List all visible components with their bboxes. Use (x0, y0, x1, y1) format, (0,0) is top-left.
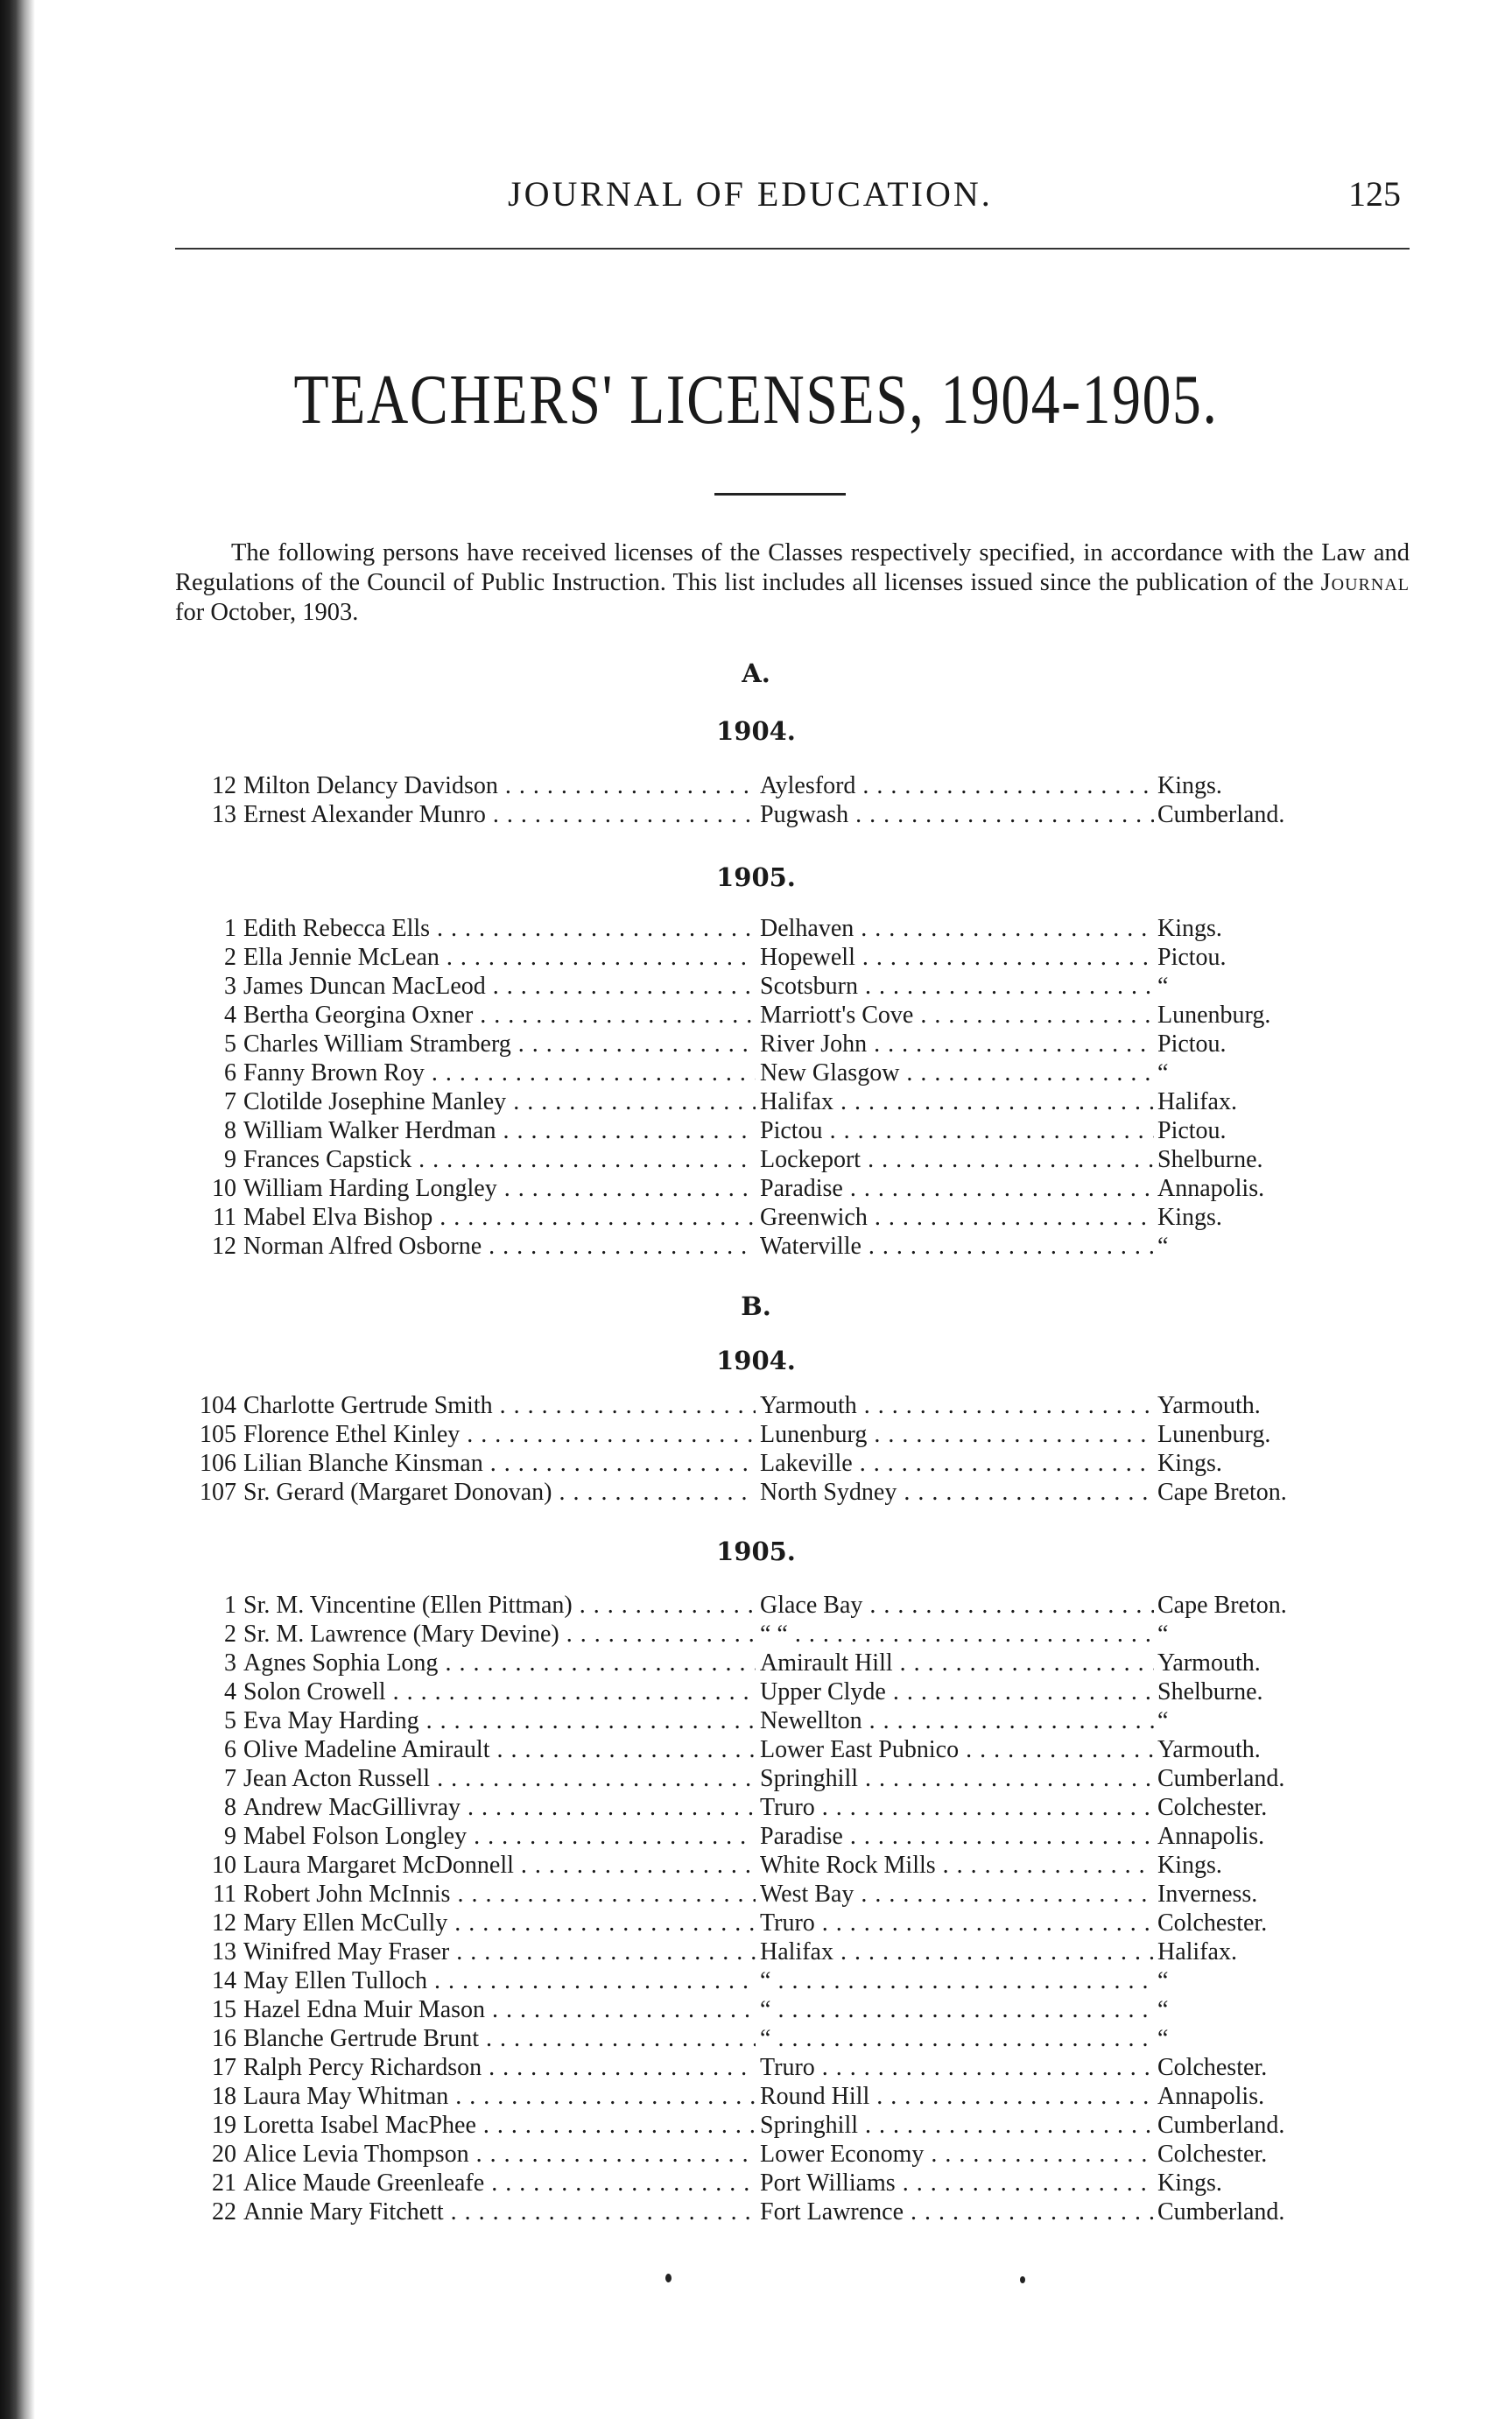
licensee-place: Scotsburn . . . (760, 972, 1154, 1001)
licensee-name: Clotilde Josephine Manley . . . (243, 1087, 756, 1116)
licensee-county: “ (1156, 1058, 1411, 1087)
license-entry (175, 1478, 1445, 1507)
license-entry (175, 2024, 1445, 2053)
licensee-name: Mary Ellen McCully . . . (243, 1909, 756, 1937)
licensee-county: Colchester. (1156, 2053, 1411, 2082)
intro-journal-word: Journal (1320, 569, 1410, 596)
license-entry (175, 1591, 1445, 1620)
running-header (175, 173, 1410, 226)
entry-number: 8 (224, 1794, 236, 1821)
licensee-county: Lunenburg. (1156, 1420, 1411, 1449)
licensee-place: Lower Economy . . . (760, 2140, 1154, 2169)
licensee-place: Hopewell . . . (760, 943, 1154, 972)
intro-text-1: The following persons have received licenses of the Classes respectively specified, in accordance with the Law and Regulations of the Council of Public Instruction. This list includes all licenses issued since the publication of the (175, 539, 1410, 596)
licensee-place: Pugwash . . . (760, 800, 1154, 829)
licensee-name: Sr. M. Lawrence (Mary Devine) . . . (243, 1620, 756, 1649)
entry-number: 13 (212, 801, 236, 828)
licensee-name: Sr. Gerard (Margaret Donovan) . . . (243, 1478, 756, 1507)
licensee-place: Yarmouth . . . (760, 1391, 1154, 1420)
license-entry (175, 1620, 1445, 1649)
license-entry (175, 1764, 1445, 1793)
licensee-place: “ “ . . . (760, 1620, 1154, 1649)
license-entry (175, 2197, 1445, 2226)
license-entry (175, 1966, 1445, 1995)
entry-number: 18 (212, 2083, 236, 2110)
licensee-county: “ (1156, 2024, 1411, 2053)
license-entry (175, 1449, 1445, 1478)
licensee-name: Robert John McInnis . . . (243, 1880, 756, 1909)
licensee-county: Pictou. (1156, 943, 1411, 972)
entry-number: 6 (224, 1059, 236, 1086)
entry-number: 8 (224, 1117, 236, 1144)
licensee-name: Charlotte Gertrude Smith . . . (243, 1391, 756, 1420)
entry-number: 15 (212, 1996, 236, 2023)
licensee-name: Florence Ethel Kinley . . . (243, 1420, 756, 1449)
licensee-county: Lunenburg. (1156, 1001, 1411, 1030)
licensee-name: Andrew MacGillivray . . . (243, 1793, 756, 1822)
license-entry (175, 1232, 1445, 1261)
license-entry (175, 972, 1445, 1001)
class-b-1904-heading: 1904. (716, 1346, 796, 1375)
license-entry (175, 2082, 1445, 2111)
licensee-name: Norman Alfred Osborne . . . (243, 1232, 756, 1261)
journal-title: JOURNAL OF EDUCATION. (508, 174, 993, 214)
entry-number: 10 (212, 1852, 236, 1879)
license-entry (175, 1174, 1445, 1203)
license-entry (175, 2053, 1445, 2082)
licensee-county: Kings. (1156, 2169, 1411, 2197)
licensee-name: Annie Mary Fitchett . . . (243, 2197, 756, 2226)
entry-number: 7 (224, 1088, 236, 1115)
licensee-place: West Bay . . . (760, 1880, 1154, 1909)
licensee-county: Pictou. (1156, 1030, 1411, 1058)
license-entry (175, 1001, 1445, 1030)
page-binding-edge (0, 0, 35, 2419)
licensee-place: Springhill . . . (760, 2111, 1154, 2140)
licensee-county: Annapolis. (1156, 1822, 1411, 1851)
licensee-name: William Walker Herdman . . . (243, 1116, 756, 1145)
title-rule (714, 493, 846, 496)
licensee-place: Springhill . . . (760, 1764, 1154, 1793)
licensee-name: Charles William Stramberg . . . (243, 1030, 756, 1058)
license-entry (175, 771, 1445, 800)
licensee-county: Colchester. (1156, 1909, 1411, 1937)
licensee-county: Cape Breton. (1156, 1591, 1411, 1620)
licensee-name: Alice Maude Greenleafe . . . (243, 2169, 756, 2197)
licensee-name: Solon Crowell . . . (243, 1677, 756, 1706)
entry-number: 2 (224, 1621, 236, 1648)
license-entry (175, 1909, 1445, 1937)
licensee-county: Colchester. (1156, 2140, 1411, 2169)
licensee-place: Upper Clyde . . . (760, 1677, 1154, 1706)
licensee-name: Mabel Folson Longley . . . (243, 1822, 756, 1851)
licensee-county: Inverness. (1156, 1880, 1411, 1909)
licensee-place: “ . . . (760, 1995, 1154, 2024)
licensee-place: Fort Lawrence . . . (760, 2197, 1154, 2226)
entry-number: 21 (212, 2169, 236, 2197)
entry-number: 20 (212, 2141, 236, 2168)
license-entry (175, 1391, 1445, 1420)
licensee-place: Truro . . . (760, 1793, 1154, 1822)
class-b-1905-heading: 1905. (716, 1536, 796, 1566)
licensee-name: Jean Acton Russell . . . (243, 1764, 756, 1793)
license-entry (175, 1822, 1445, 1851)
licensee-place: Waterville . . . (760, 1232, 1154, 1261)
entry-number: 7 (224, 1765, 236, 1792)
class-a-heading: A. (742, 658, 770, 688)
licensee-place: Round Hill . . . (760, 2082, 1154, 2111)
entry-number: 11 (213, 1204, 236, 1231)
licensee-place: Lockeport . . . (760, 1145, 1154, 1174)
licensee-county: “ (1156, 1706, 1411, 1735)
license-entry (175, 1995, 1445, 2024)
licensee-county: Colchester. (1156, 1793, 1411, 1822)
license-entry (175, 1420, 1445, 1449)
entry-number: 22 (212, 2198, 236, 2226)
licensee-name: Bertha Georgina Oxner . . . (243, 1001, 756, 1030)
licensee-name: Winifred May Fraser . . . (243, 1937, 756, 1966)
entry-number: 12 (212, 1909, 236, 1937)
entry-number: 10 (212, 1175, 236, 1202)
entry-number: 11 (213, 1881, 236, 1908)
page-title: TEACHERS' LICENSES, 1904-1905. (293, 362, 1219, 439)
ink-speck (665, 2274, 672, 2282)
licensee-place: New Glasgow . . . (760, 1058, 1154, 1087)
licensee-name: Frances Capstick . . . (243, 1145, 756, 1174)
licensee-place: Lunenburg . . . (760, 1420, 1154, 1449)
class-a-1904-list (175, 771, 1445, 829)
entry-number: 17 (212, 2054, 236, 2081)
licensee-place: North Sydney . . . (760, 1478, 1154, 1507)
class-a-1905-list (175, 914, 1445, 1261)
license-entry (175, 1851, 1445, 1880)
licensee-county: Annapolis. (1156, 1174, 1411, 1203)
licensee-name: Alice Levia Thompson . . . (243, 2140, 756, 2169)
entry-number: 5 (224, 1707, 236, 1734)
license-entry (175, 1145, 1445, 1174)
licensee-place: Truro . . . (760, 2053, 1154, 2082)
license-entry (175, 2140, 1445, 2169)
licensee-name: Lilian Blanche Kinsman . . . (243, 1449, 756, 1478)
licensee-county: Yarmouth. (1156, 1391, 1411, 1420)
licensee-county: Yarmouth. (1156, 1649, 1411, 1677)
licensee-place: Glace Bay . . . (760, 1591, 1154, 1620)
licensee-name: Mabel Elva Bishop . . . (243, 1203, 756, 1232)
licensee-county: Cape Breton. (1156, 1478, 1411, 1507)
entry-number: 4 (224, 1002, 236, 1029)
licensee-name: Milton Delancy Davidson . . . (243, 771, 756, 800)
licensee-county: “ (1156, 1232, 1411, 1261)
licensee-name: Eva May Harding . . . (243, 1706, 756, 1735)
licensee-county: Kings. (1156, 914, 1411, 943)
licensee-place: Greenwich . . . (760, 1203, 1154, 1232)
licensee-name: May Ellen Tulloch . . . (243, 1966, 756, 1995)
licensee-place: Truro . . . (760, 1909, 1154, 1937)
licensee-name: Edith Rebecca Ells . . . (243, 914, 756, 943)
entry-number: 106 (200, 1450, 236, 1477)
licensee-county: Pictou. (1156, 1116, 1411, 1145)
entry-number: 2 (224, 944, 236, 971)
entry-number: 13 (212, 1938, 236, 1965)
license-entry (175, 943, 1445, 972)
class-a-1904-heading: 1904. (716, 716, 796, 746)
licensee-name: William Harding Longley . . . (243, 1174, 756, 1203)
licensee-name: Agnes Sophia Long . . . (243, 1649, 756, 1677)
licensee-name: Fanny Brown Roy . . . (243, 1058, 756, 1087)
licensee-county: Kings. (1156, 1449, 1411, 1478)
licensee-county: Shelburne. (1156, 1677, 1411, 1706)
licensee-county: “ (1156, 1995, 1411, 2024)
licensee-county: Halifax. (1156, 1087, 1411, 1116)
license-entry (175, 1087, 1445, 1116)
entry-number: 6 (224, 1736, 236, 1763)
licensee-county: Cumberland. (1156, 1764, 1411, 1793)
licensee-county: Shelburne. (1156, 1145, 1411, 1174)
entry-number: 3 (224, 1649, 236, 1677)
license-entry (175, 1706, 1445, 1735)
licensee-name: Laura Margaret McDonnell . . . (243, 1851, 756, 1880)
licensee-name: Ralph Percy Richardson . . . (243, 2053, 756, 2082)
licensee-name: Laura May Whitman . . . (243, 2082, 756, 2111)
entry-number: 9 (224, 1823, 236, 1850)
licensee-place: Lakeville . . . (760, 1449, 1154, 1478)
licensee-name: Blanche Gertrude Brunt . . . (243, 2024, 756, 2053)
licensee-place: Lower East Pubnico . . . (760, 1735, 1154, 1764)
license-entry (175, 800, 1445, 829)
licensee-county: “ (1156, 1620, 1411, 1649)
licensee-name: Loretta Isabel MacPhee . . . (243, 2111, 756, 2140)
license-entry (175, 1735, 1445, 1764)
license-entry (175, 2169, 1445, 2197)
class-b-heading: B. (741, 1291, 771, 1321)
licensee-county: Cumberland. (1156, 2197, 1411, 2226)
licensee-place: Newellton . . . (760, 1706, 1154, 1735)
license-entry (175, 2111, 1445, 2140)
entry-number: 1 (224, 915, 236, 942)
entry-number: 107 (200, 1479, 236, 1506)
licensee-place: White Rock Mills . . . (760, 1851, 1154, 1880)
entry-number: 1 (224, 1592, 236, 1619)
licensee-county: Kings. (1156, 1851, 1411, 1880)
licensee-place: Halifax . . . (760, 1937, 1154, 1966)
licensee-place: Aylesford . . . (760, 771, 1154, 800)
licensee-county: Cumberland. (1156, 800, 1411, 829)
license-entry (175, 1937, 1445, 1966)
header-rule (175, 248, 1410, 250)
entry-number: 19 (212, 2112, 236, 2139)
license-entry (175, 1793, 1445, 1822)
license-entry (175, 1058, 1445, 1087)
license-entry (175, 1030, 1445, 1058)
licensee-name: James Duncan MacLeod . . . (243, 972, 756, 1001)
licensee-county: Annapolis. (1156, 2082, 1411, 2111)
entry-number: 3 (224, 973, 236, 1000)
licensee-place: Paradise . . . (760, 1174, 1154, 1203)
license-entry (175, 1880, 1445, 1909)
license-entry (175, 1203, 1445, 1232)
licensee-place: Port Williams . . . (760, 2169, 1154, 2197)
page-number: 125 (1348, 174, 1401, 214)
licensee-name: Sr. M. Vincentine (Ellen Pittman) . . . (243, 1591, 756, 1620)
license-entry (175, 914, 1445, 943)
license-entry (175, 1649, 1445, 1677)
licensee-place: Halifax . . . (760, 1087, 1154, 1116)
entry-number: 12 (212, 772, 236, 799)
licensee-county: “ (1156, 1966, 1411, 1995)
license-entry (175, 1677, 1445, 1706)
entry-number: 4 (224, 1678, 236, 1705)
entry-number: 14 (212, 1967, 236, 1994)
licensee-place: River John . . . (760, 1030, 1154, 1058)
licensee-place: Marriott's Cove . . . (760, 1001, 1154, 1030)
entry-number: 105 (200, 1421, 236, 1448)
licensee-place: Amirault Hill . . . (760, 1649, 1154, 1677)
licensee-county: Kings. (1156, 771, 1411, 800)
licensee-county: Kings. (1156, 1203, 1411, 1232)
intro-text-2: for October, 1903. (175, 599, 359, 626)
licensee-place: Delhaven . . . (760, 914, 1154, 943)
entry-number: 5 (224, 1030, 236, 1058)
licensee-name: Ella Jennie McLean . . . (243, 943, 756, 972)
licensee-county: Cumberland. (1156, 2111, 1411, 2140)
entry-number: 104 (200, 1392, 236, 1419)
licensee-name: Ernest Alexander Munro . . . (243, 800, 756, 829)
class-b-1905-list (175, 1591, 1445, 2226)
intro-paragraph (175, 538, 1410, 628)
licensee-name: Hazel Edna Muir Mason . . . (243, 1995, 756, 2024)
entry-number: 12 (212, 1233, 236, 1260)
class-a-1905-heading: 1905. (716, 862, 796, 892)
licensee-place: Pictou . . . (760, 1116, 1154, 1145)
licensee-county: “ (1156, 972, 1411, 1001)
licensee-county: Yarmouth. (1156, 1735, 1411, 1764)
class-b-1904-list (175, 1391, 1445, 1507)
entry-number: 16 (212, 2025, 236, 2052)
licensee-place: “ . . . (760, 2024, 1154, 2053)
licensee-county: Halifax. (1156, 1937, 1411, 1966)
entry-number: 9 (224, 1146, 236, 1173)
licensee-name: Olive Madeline Amirault . . . (243, 1735, 756, 1764)
license-entry (175, 1116, 1445, 1145)
licensee-place: “ . . . (760, 1966, 1154, 1995)
ink-speck (1020, 2276, 1025, 2283)
licensee-place: Paradise . . . (760, 1822, 1154, 1851)
